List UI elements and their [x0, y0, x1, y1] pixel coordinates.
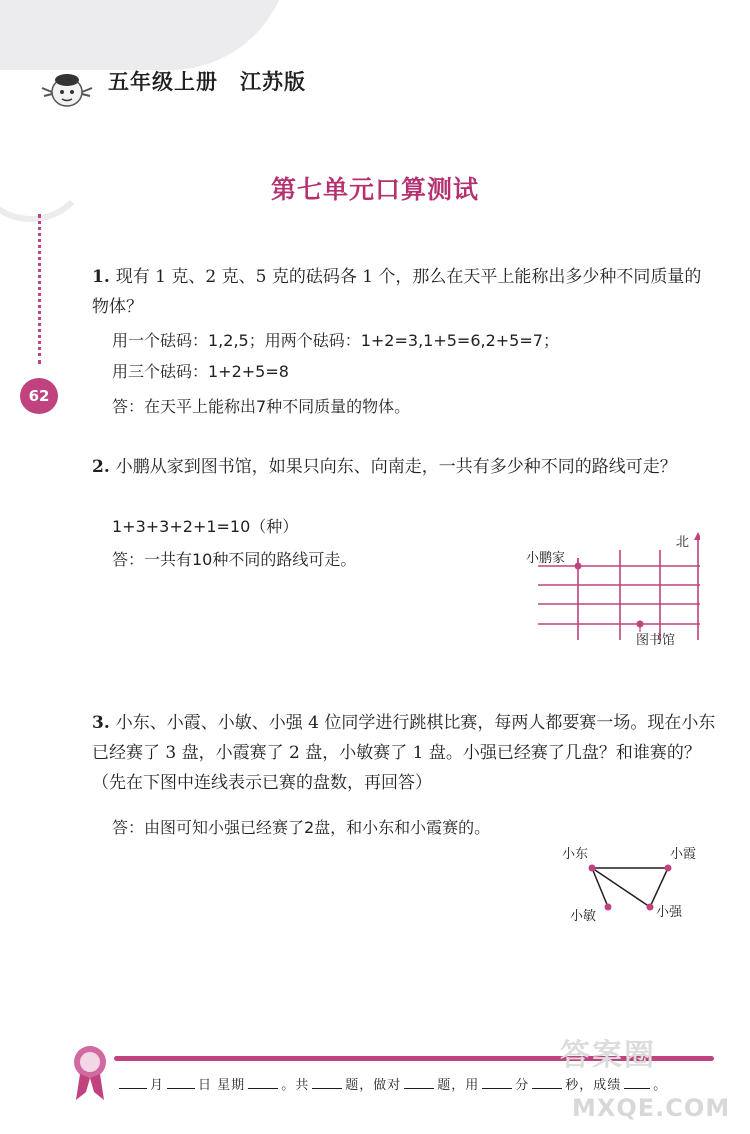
answer-line: 用一个砝码：1,2,5；用两个砝码：1+2=3,1+5=6,2+5=7； [112, 331, 559, 350]
corner-decoration [0, 0, 290, 70]
node-label: 小东 [562, 847, 589, 862]
watermark-url: MXQE.COM [572, 1094, 731, 1122]
library-label: 图书馆 [636, 633, 676, 648]
answer-line: 1+3+3+2+1=10（种） [112, 517, 299, 536]
day-label: 日 [198, 1078, 213, 1093]
seconds-label: 秒，成绩 [565, 1078, 622, 1093]
question-text: 小东、小霞、小敏、小强 4 位同学进行跳棋比赛，每两人都要赛一场。现在小东已经赛了 3 盘，小霞赛了 2 盘，小敏赛了 1 盘。小强已经赛了几盘？和谁赛的？（先在下图中连线表示已赛的盘数，再回答） [92, 713, 716, 793]
ribbon-badge-icon [70, 1044, 110, 1102]
node-marker [647, 904, 654, 911]
node-label: 小霞 [670, 847, 697, 862]
question-number: 1. [92, 267, 110, 287]
node-marker [665, 865, 672, 872]
home-marker [575, 563, 582, 570]
minutes-label: 分 [515, 1078, 530, 1093]
node-marker [589, 865, 596, 872]
unit-title: 第七单元口算测试 [270, 175, 479, 204]
node-label: 小强 [656, 905, 683, 920]
record-fields [116, 1074, 667, 1093]
correct-label: 题，用 [437, 1078, 480, 1093]
node-marker [605, 904, 612, 911]
end-mark: 。 [653, 1078, 668, 1093]
question-3 [92, 708, 722, 798]
question-number: 2. [92, 457, 110, 477]
answer-conclusion: 答：在天平上能称出7种不同质量的物体。 [112, 397, 411, 416]
answer-conclusion: 答：由图可知小强已经赛了2盘，和小东和小霞赛的。 [112, 818, 491, 837]
question-text: 小鹏从家到图书馆，如果只向东、向南走，一共有多少种不同的路线可走？ [115, 457, 677, 477]
dotted-rail [38, 214, 41, 364]
weekday-label: 星期 [217, 1078, 246, 1093]
questions-label: 题，做对 [345, 1078, 402, 1093]
north-label: 北 [676, 535, 690, 550]
question-1 [92, 262, 702, 322]
mascot-icon [38, 68, 96, 108]
answer-conclusion: 答：一共有10种不同的路线可走。 [112, 550, 357, 569]
question-number: 3. [92, 713, 110, 733]
month-label: 月 [150, 1078, 165, 1093]
total-label: 。共 [281, 1078, 310, 1093]
question-text: 现有 1 克、2 克、5 克的砝码各 1 个，那么在天平上能称出多少种不同质量的物体？ [92, 267, 702, 317]
route-grid-map [520, 528, 700, 658]
match-graph [560, 840, 720, 930]
page-number-badge: 62 [20, 378, 58, 414]
node-label: 小敏 [570, 909, 597, 924]
home-label: 小鹏家 [526, 551, 566, 566]
answer-line: 用三个砝码：1+2+5=8 [112, 362, 289, 381]
watermark-logo: 答案圈 [560, 1038, 656, 1073]
question-2 [92, 452, 702, 482]
book-title: 五年级上册 江苏版 [108, 70, 306, 94]
